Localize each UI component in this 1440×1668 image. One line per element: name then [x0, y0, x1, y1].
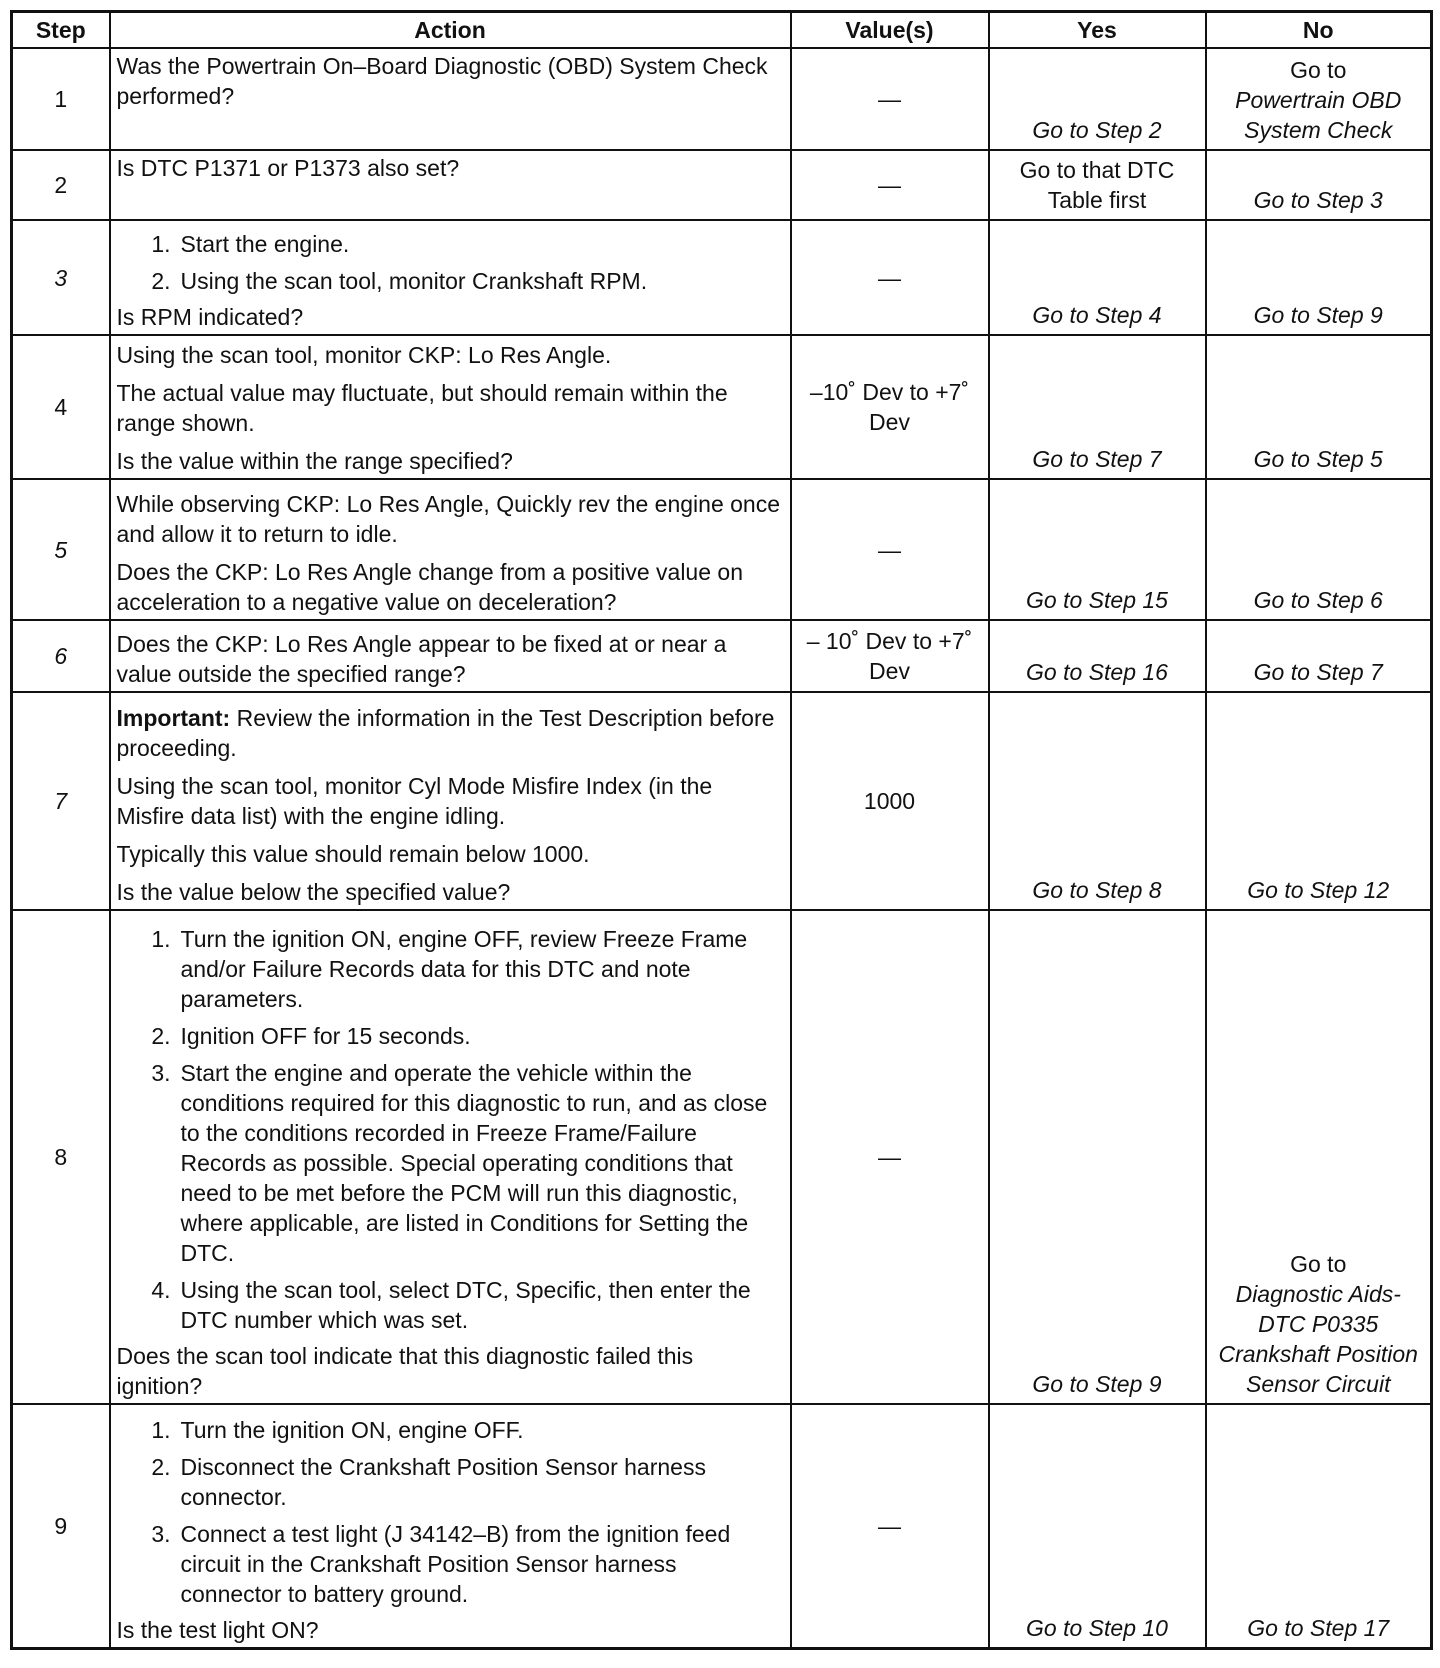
- action-cell: [110, 692, 791, 910]
- step-number: 9: [12, 1404, 110, 1648]
- list-item: 1. Turn the ignition ON, engine OFF.: [151, 1416, 524, 1443]
- action-steps: [117, 1415, 784, 1609]
- header-yes: Yes: [989, 12, 1206, 49]
- no-link: Diagnostic Aids-DTC P0335 Crankshaft Position Sensor Circuit: [1218, 1281, 1418, 1397]
- list-item: 2. Disconnect the Crankshaft Position Sensor harness connector.: [151, 1453, 706, 1510]
- no-link: Go to Step 6: [1253, 587, 1383, 613]
- action-question: Does the CKP: Lo Res Angle appear to be fixed at or near a value outside the specified range?: [116, 631, 727, 687]
- value-cell: –10˚ Dev to +7˚ Dev: [791, 335, 989, 479]
- no-prefix: Go to: [1290, 1251, 1347, 1277]
- value-cell: —: [791, 220, 989, 335]
- action-steps: [117, 924, 784, 1335]
- list-item: 1. Turn the ignition ON, engine OFF, review Freeze Frame and/or Failure Records data for this DTC and note parameters.: [151, 926, 748, 1012]
- value-cell: 1000: [791, 692, 989, 910]
- yes-cell: [989, 1404, 1206, 1648]
- no-link: Go to Step 3: [1253, 187, 1383, 213]
- action-question: Is the value within the range specified?: [116, 448, 513, 474]
- yes-link: Go to Step 9: [1032, 1371, 1162, 1397]
- no-link: Go to Step 5: [1253, 446, 1383, 472]
- no-link: Go to Step 9: [1253, 302, 1383, 328]
- no-cell: [1206, 1404, 1432, 1648]
- diagnostic-table: [10, 10, 1433, 1650]
- action-question: Is RPM indicated?: [116, 304, 304, 330]
- no-cell: [1206, 620, 1432, 692]
- no-link: Go to Step 17: [1247, 1614, 1390, 1641]
- yes-text: Go to that DTC Table first: [1019, 157, 1175, 213]
- action-steps: [117, 229, 784, 296]
- yes-cell: [989, 620, 1206, 692]
- action-cell: [110, 335, 791, 479]
- yes-link: Go to Step 2: [1032, 117, 1162, 143]
- no-cell: [1206, 692, 1432, 910]
- action-text: Typically this value should remain below 1000.: [116, 841, 590, 867]
- action-text: The actual value may fluctuate, but should remain within the range shown.: [116, 380, 728, 436]
- value-cell: —: [791, 479, 989, 620]
- step-number: 4: [12, 335, 110, 479]
- table-row: [12, 1404, 1432, 1648]
- no-cell: [1206, 220, 1432, 335]
- list-item: 1. Start the engine.: [151, 231, 350, 257]
- list-item: 3. Start the engine and operate the vehicle within the conditions required for this diagnostic to run, and as close to the conditions recorded in Freeze Frame/Failure Records as possible. Special operating conditions that need to be met before the PCM will run this diagnostic, where applicable, are listed in Conditions for Setting the DTC.: [151, 1060, 768, 1266]
- yes-cell: [989, 692, 1206, 910]
- header-no: No: [1206, 12, 1432, 49]
- important-note: [117, 703, 784, 763]
- action-question: Is the value below the specified value?: [116, 879, 511, 905]
- yes-cell: [989, 479, 1206, 620]
- no-link: Go to Step 7: [1253, 659, 1383, 685]
- action-question: Does the CKP: Lo Res Angle change from a positive value on acceleration to a negative value on deceleration?: [116, 559, 743, 615]
- value-cell: —: [791, 910, 989, 1404]
- table-row: [12, 620, 1432, 692]
- value-cell: —: [791, 150, 989, 220]
- no-link: Powertrain OBD System Check: [1235, 87, 1402, 143]
- action-text: Using the scan tool, monitor Cyl Mode Misfire Index (in the Misfire data list) with the engine idling.: [116, 773, 713, 829]
- yes-cell: [989, 220, 1206, 335]
- yes-link: Go to Step 8: [1032, 877, 1162, 903]
- header-action: Action: [110, 12, 791, 49]
- important-text: Review the information in the Test Description before proceeding.: [116, 705, 775, 761]
- yes-cell: [989, 335, 1206, 479]
- no-link: Go to Step 12: [1247, 877, 1390, 903]
- no-prefix: Go to: [1290, 57, 1347, 83]
- action-cell: [110, 1404, 791, 1648]
- step-number: 2: [12, 150, 110, 220]
- yes-cell: [989, 910, 1206, 1404]
- action-text: While observing CKP: Lo Res Angle, Quickly rev the engine once and allow it to return to idle.: [116, 491, 781, 547]
- list-item: 4. Using the scan tool, select DTC, Specific, then enter the DTC number which was set.: [151, 1277, 751, 1333]
- important-label: Important:: [116, 705, 231, 731]
- value-cell: —: [791, 48, 989, 150]
- header-step: Step: [12, 12, 110, 49]
- yes-link: Go to Step 15: [1026, 587, 1168, 613]
- step-number: 5: [12, 479, 110, 620]
- table-row: [12, 48, 1432, 150]
- action-cell: [110, 150, 791, 220]
- no-cell: [1206, 150, 1432, 220]
- header-row: [12, 12, 1432, 49]
- action-text: Is DTC P1371 or P1373 also set?: [116, 155, 460, 181]
- step-number: 7: [12, 692, 110, 910]
- yes-link: Go to Step 4: [1032, 302, 1162, 328]
- list-item: 2. Using the scan tool, monitor Crankshaft RPM.: [151, 268, 648, 294]
- table-row: [12, 479, 1432, 620]
- table-row: [12, 335, 1432, 479]
- table-row: [12, 150, 1432, 220]
- table-row: [12, 692, 1432, 910]
- action-cell: [110, 479, 791, 620]
- action-text: Using the scan tool, monitor CKP: Lo Res Angle.: [116, 342, 612, 368]
- yes-cell: [989, 150, 1206, 220]
- header-values: Value(s): [791, 12, 989, 49]
- action-cell: [110, 220, 791, 335]
- step-number: 3: [12, 220, 110, 335]
- step-number: 8: [12, 910, 110, 1404]
- list-item: 3. Connect a test light (J 34142–B) from the ignition feed circuit in the Crankshaft Position Sensor harness connector to battery ground.: [151, 1520, 731, 1607]
- list-item: 2. Ignition OFF for 15 seconds.: [151, 1023, 471, 1049]
- table-row: [12, 220, 1432, 335]
- step-number: 1: [12, 48, 110, 150]
- yes-link: Go to Step 16: [1026, 659, 1168, 685]
- step-number: 6: [12, 620, 110, 692]
- action-text: Was the Powertrain On–Board Diagnostic (OBD) System Check performed?: [116, 53, 768, 109]
- diagnostic-table-page: [10, 10, 1430, 1650]
- no-cell: [1206, 479, 1432, 620]
- action-cell: [110, 620, 791, 692]
- value-cell: —: [791, 1404, 989, 1648]
- yes-cell: [989, 48, 1206, 150]
- action-cell: [110, 910, 791, 1404]
- no-cell: [1206, 910, 1432, 1404]
- no-cell: [1206, 48, 1432, 150]
- table-row: [12, 910, 1432, 1404]
- no-cell: [1206, 335, 1432, 479]
- action-question: Is the test light ON?: [116, 1616, 319, 1643]
- action-cell: [110, 48, 791, 150]
- yes-link: Go to Step 7: [1032, 446, 1162, 472]
- value-cell: – 10˚ Dev to +7˚ Dev: [791, 620, 989, 692]
- yes-link: Go to Step 10: [1026, 1614, 1168, 1641]
- action-question: Does the scan tool indicate that this diagnostic failed this ignition?: [116, 1343, 694, 1399]
